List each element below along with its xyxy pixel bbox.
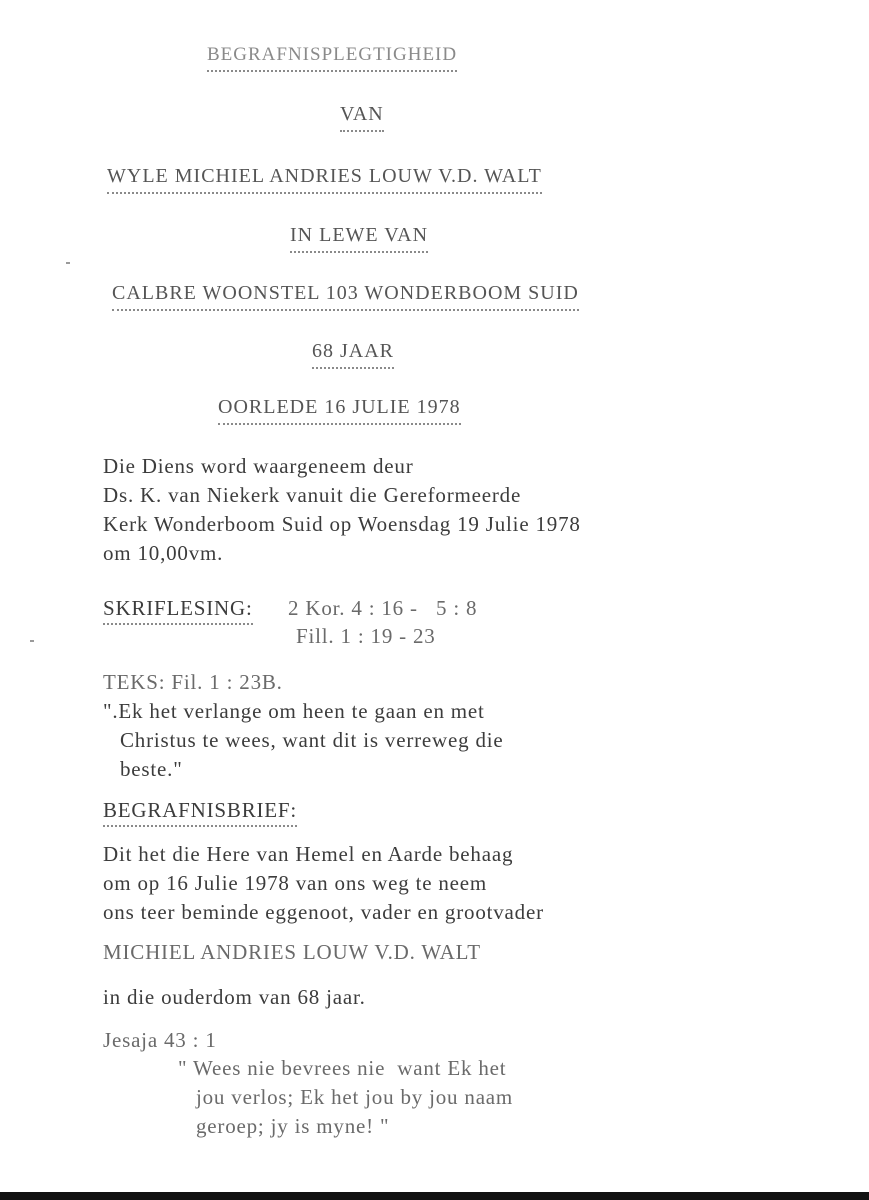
reading-ref-2: Fill. 1 : 19 - 23 — [296, 624, 436, 648]
age-heading: 68 JAAR — [312, 340, 394, 369]
scripture-line-1: " Wees nie bevrees nie want Ek het — [178, 1056, 507, 1080]
text-label: TEKS: Fil. 1 : 23B. — [103, 670, 283, 694]
letter-label: BEGRAFNISBRIEF: — [103, 798, 297, 827]
date-of-death-heading: OORLEDE 16 JULIE 1978 — [218, 396, 461, 425]
text-line-1: ".Ek het verlange om heen te gaan en met — [103, 699, 485, 723]
deceased-name-heading: WYLE MICHIEL ANDRIES LOUW V.D. WALT — [107, 165, 542, 194]
service-line-3: Kerk Wonderboom Suid op Woensdag 19 Julie 1978 — [103, 512, 581, 536]
scan-bottom-edge — [0, 1192, 869, 1200]
reading-label: SKRIFLESING: — [103, 596, 253, 625]
letter-line-1: Dit het die Here van Hemel en Aarde behaag — [103, 842, 514, 866]
letter-deceased-name: MICHIEL ANDRIES LOUW V.D. WALT — [103, 940, 481, 964]
service-line-4: om 10,00vm. — [103, 541, 224, 565]
service-line-2: Ds. K. van Niekerk vanuit die Gereformeerde — [103, 483, 522, 507]
scan-mark — [30, 640, 34, 642]
text-line-2: Christus te wees, want dit is verreweg die — [120, 728, 504, 752]
scripture-line-3: geroep; jy is myne! " — [196, 1114, 390, 1138]
document-title: BEGRAFNISPLEGTIGHEID — [207, 44, 457, 72]
scan-mark — [66, 262, 70, 264]
letter-age-line: in die ouderdom van 68 jaar. — [103, 985, 366, 1009]
letter-line-2: om op 16 Julie 1978 van ons weg te neem — [103, 871, 488, 895]
letter-line-3: ons teer beminde eggenoot, vader en grootvader — [103, 900, 544, 924]
text-line-3: beste." — [120, 757, 183, 781]
heading-van: VAN — [340, 103, 384, 132]
scripture-ref: Jesaja 43 : 1 — [103, 1028, 217, 1052]
reading-ref-1: 2 Kor. 4 : 16 - 5 : 8 — [288, 596, 478, 620]
address-heading: CALBRE WOONSTEL 103 WONDERBOOM SUID — [112, 282, 579, 311]
scripture-line-2: jou verlos; Ek het jou by jou naam — [196, 1085, 514, 1109]
heading-in-lewe-van: IN LEWE VAN — [290, 224, 428, 253]
service-line-1: Die Diens word waargeneem deur — [103, 454, 414, 478]
